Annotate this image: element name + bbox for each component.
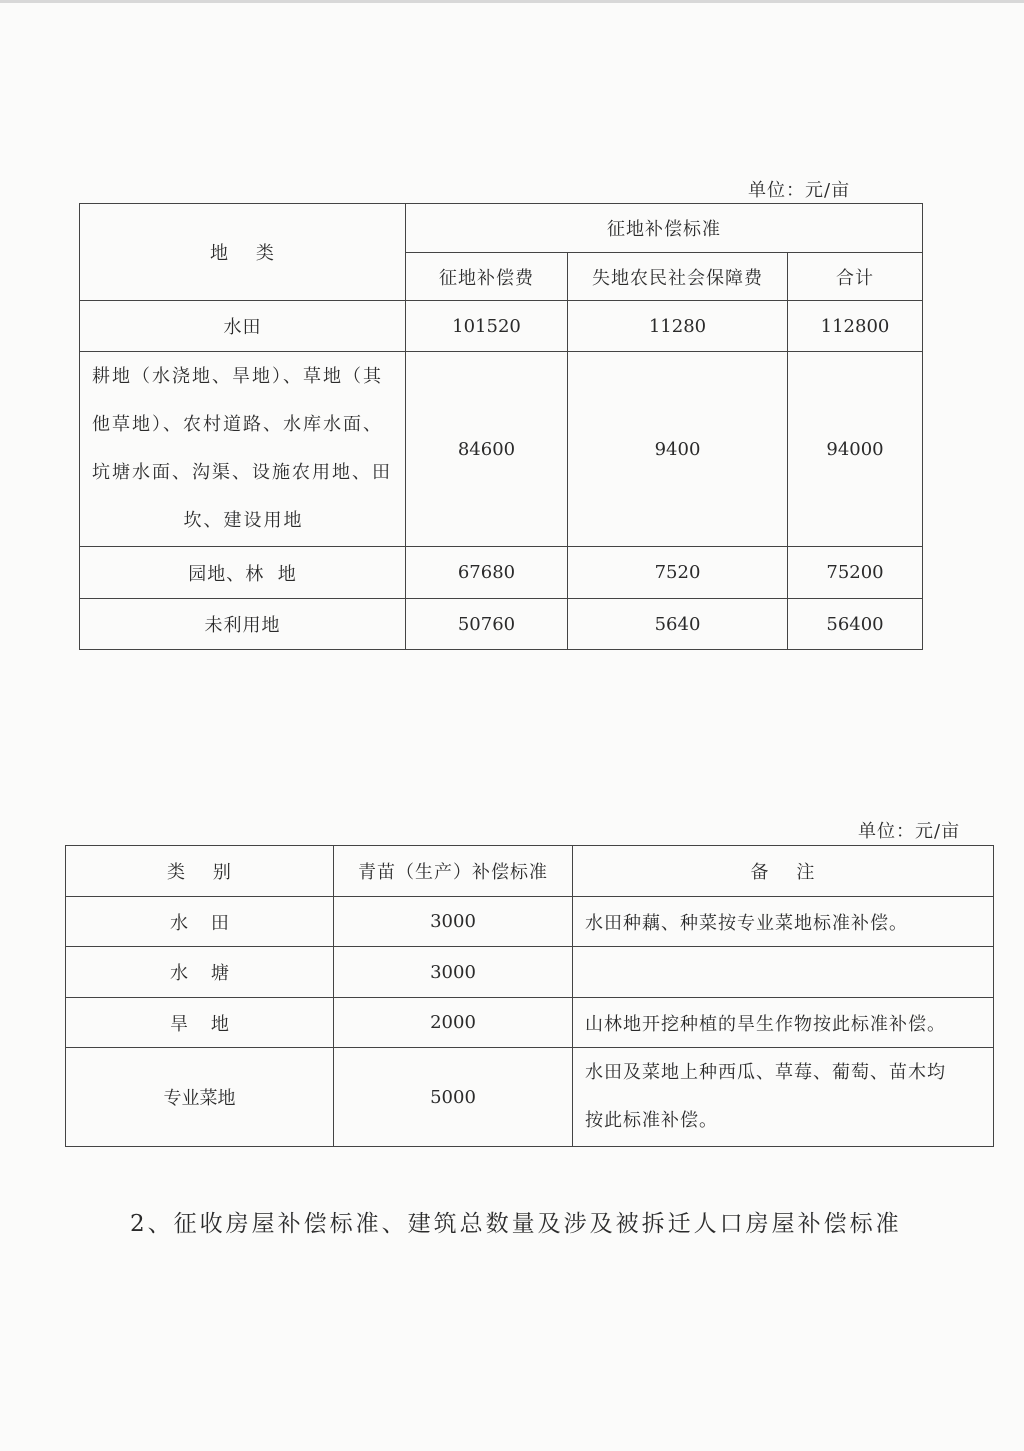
cell-note bbox=[573, 947, 994, 998]
cell-social-security-fee: 11280 bbox=[568, 301, 788, 352]
table-row bbox=[80, 301, 923, 352]
table2-unit: 单位：元/亩 bbox=[858, 821, 961, 842]
cell-standard: 5000 bbox=[334, 1048, 573, 1147]
table1-unit: 单位：元/亩 bbox=[748, 180, 851, 201]
cell-social-security-fee: 7520 bbox=[568, 547, 788, 599]
row-label-line: 坎、建设用地 bbox=[183, 510, 304, 531]
table-header-row bbox=[80, 204, 923, 253]
cell-note: 水田种藕、种菜按专业菜地标准补偿。 bbox=[573, 897, 994, 947]
row-label: 未利用地 bbox=[80, 599, 406, 650]
cell-note-multiline bbox=[573, 1048, 994, 1147]
table-row bbox=[66, 947, 994, 998]
section-heading: 2、征收房屋补偿标准、建筑总数量及涉及被拆迁人口房屋补偿标准 bbox=[130, 1211, 902, 1237]
cell-category: 专业菜地 bbox=[66, 1048, 334, 1147]
table-row bbox=[80, 352, 923, 547]
crop-compensation-table bbox=[65, 845, 994, 1147]
row-label: 水田 bbox=[80, 301, 406, 352]
cell-category: 水 塘 bbox=[66, 947, 334, 998]
header-crop-standard: 青苗（生产）补偿标准 bbox=[334, 846, 573, 897]
cell-note-line: 按此标准补偿。 bbox=[585, 1110, 718, 1131]
cell-compensation-fee: 84600 bbox=[406, 352, 568, 547]
header-social-security-fee: 失地农民社会保障费 bbox=[568, 253, 788, 301]
land-compensation-table bbox=[79, 203, 923, 650]
row-label-multiline bbox=[80, 352, 406, 547]
row-label-line: 他草地）、农村道路、水库水面、 bbox=[92, 414, 383, 435]
header-note: 备 注 bbox=[573, 846, 994, 897]
cell-note-line: 水田及菜地上种西瓜、草莓、葡萄、苗木均 bbox=[585, 1062, 946, 1083]
cell-total: 75200 bbox=[788, 547, 923, 599]
table-row bbox=[80, 547, 923, 599]
row-label-line: 耕地（水浇地、旱地）、草地（其 bbox=[92, 366, 383, 387]
header-compensation-standard: 征地补偿标准 bbox=[406, 204, 923, 253]
header-total: 合计 bbox=[788, 253, 923, 301]
cell-standard: 3000 bbox=[334, 897, 573, 947]
row-label: 园地、林 地 bbox=[80, 547, 406, 599]
table-row bbox=[66, 1048, 994, 1147]
table-row bbox=[66, 897, 994, 947]
cell-total: 56400 bbox=[788, 599, 923, 650]
table-header-row bbox=[66, 846, 994, 897]
page-edge bbox=[0, 0, 1024, 3]
cell-compensation-fee: 67680 bbox=[406, 547, 568, 599]
header-land-category: 地 类 bbox=[80, 204, 406, 301]
cell-category: 水 田 bbox=[66, 897, 334, 947]
cell-category: 旱 地 bbox=[66, 998, 334, 1048]
row-label-line: 坑塘水面、沟渠、设施农用地、田 bbox=[92, 462, 392, 483]
header-category: 类 别 bbox=[66, 846, 334, 897]
table-row bbox=[80, 599, 923, 650]
cell-note: 山林地开挖种植的旱生作物按此标准补偿。 bbox=[573, 998, 994, 1048]
cell-total: 94000 bbox=[788, 352, 923, 547]
table-row bbox=[66, 998, 994, 1048]
header-compensation-fee: 征地补偿费 bbox=[406, 253, 568, 301]
cell-compensation-fee: 50760 bbox=[406, 599, 568, 650]
cell-compensation-fee: 101520 bbox=[406, 301, 568, 352]
cell-social-security-fee: 5640 bbox=[568, 599, 788, 650]
cell-standard: 3000 bbox=[334, 947, 573, 998]
cell-standard: 2000 bbox=[334, 998, 573, 1048]
cell-social-security-fee: 9400 bbox=[568, 352, 788, 547]
cell-total: 112800 bbox=[788, 301, 923, 352]
